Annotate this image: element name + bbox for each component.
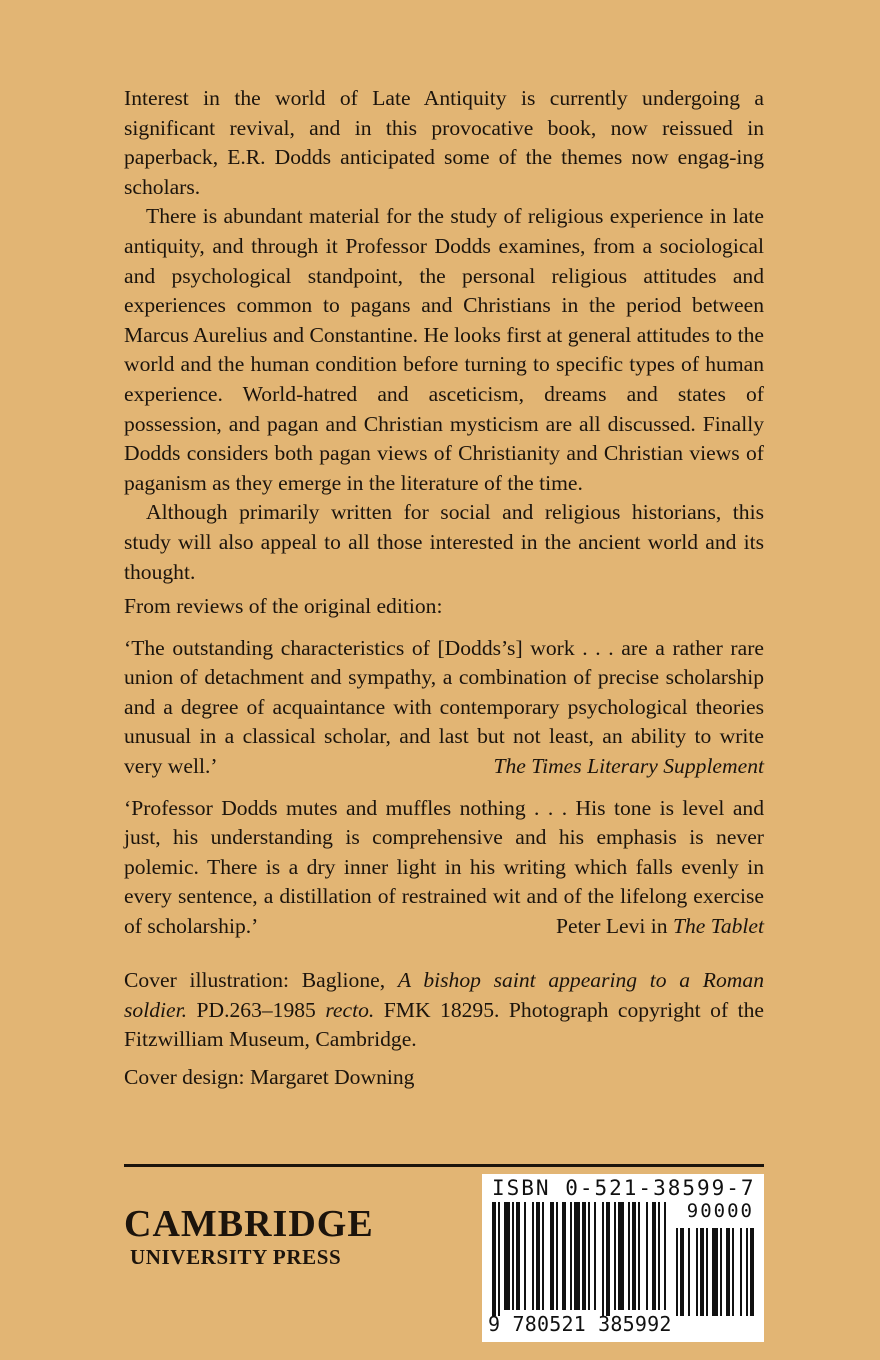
barcode-addon-bar [712, 1228, 718, 1316]
barcode-bar [646, 1202, 648, 1310]
barcode-bar [606, 1202, 610, 1316]
barcode-bar [632, 1202, 636, 1310]
barcode-bar [556, 1202, 558, 1310]
barcode-addon-bar [688, 1228, 690, 1316]
barcode-bar [536, 1202, 540, 1310]
ean-digits: 9 780521 385992 [488, 1312, 672, 1336]
barcode-bar [570, 1202, 572, 1310]
description-paragraph-3: Although primarily written for social and religious historians, this study will also appeal to all those interested in the ancient world and its thought. [124, 500, 764, 584]
barcode-bar [512, 1202, 514, 1310]
barcode-addon-bar [706, 1228, 708, 1316]
review-source: The Tablet [673, 913, 764, 938]
price-code: 90000 [686, 1200, 754, 1222]
barcode-bar [638, 1202, 640, 1310]
review-source: The Times Literary Supplement [493, 753, 764, 778]
barcode-bar [532, 1202, 534, 1310]
reviews-heading: From reviews of the original edition: [124, 594, 443, 618]
review-author: Peter Levi in [556, 913, 668, 938]
barcode-addon-bar [750, 1228, 754, 1316]
barcode-bar [574, 1202, 580, 1310]
barcode-addon-bar [680, 1228, 684, 1316]
isbn-barcode [482, 1174, 764, 1342]
barcode-bar [542, 1202, 544, 1310]
cover-credits [124, 966, 764, 1100]
barcode-bar [652, 1202, 656, 1310]
publisher-name: CAMBRIDGE [124, 1203, 374, 1245]
description-paragraph-2: There is abundant material for the study of religious experience in late antiquity, and through it Professor Dodds examines, from a sociological and psychological standpoint, the personal religious attitudes and experiences common to pagans and Christians in the period between Marcus Aurelius and Constantine. He looks first at general attitudes to the world and the human condition before turning to specific types of human experience. World-hatred and asceticism, dreams and states of possession, and pagan and Christian mysticism are all discussed. Finally Dodds considers both pagan views of Christianity and Christian views of paganism as they emerge in the literature of the time. [124, 204, 764, 495]
artwork-title: A bishop saint appearing to a Roman soldier. [124, 968, 764, 1022]
reviews-section [124, 592, 764, 954]
barcode-bar [594, 1202, 596, 1310]
barcode-addon-bar [732, 1228, 734, 1316]
barcode-bar [588, 1202, 590, 1310]
barcode-bar [628, 1202, 630, 1310]
cover-illustration-credit [124, 966, 764, 1055]
barcode-bar [614, 1202, 616, 1310]
publisher-logo [124, 1204, 374, 1270]
publisher-subname: UNIVERSITY PRESS [130, 1245, 342, 1269]
barcode-bar [602, 1202, 604, 1316]
barcode-bar [504, 1202, 510, 1310]
review-text: ‘Professor Dodds mutes and muffles nothing . . . His tone is level and just, his understanding is comprehensive and his emphasis is never polemic. There is a dry inner light in his writing which falls evenly in every sentence, a distillation of restrained wit and of the lifelong exercise of scholarship.’ [124, 795, 764, 938]
barcode-addon-bar [676, 1228, 678, 1316]
review-quote-tablet [124, 794, 764, 942]
barcode-bar [618, 1202, 624, 1310]
artwork-reference: PD.263–1985 [196, 997, 316, 1022]
artwork-recto: recto. [325, 997, 375, 1022]
barcode-addon-bar [696, 1228, 698, 1316]
review-text: ‘The outstanding characteristics of [Dodds’s] work . . . are a rather rare union of detachment and sympathy, a combination of precise scholarship and a degree of acquaintance with contemporary psychological theories unusual in a classical scholar, and last but not least, an ability to write very well.’ [124, 635, 764, 778]
review-attribution [556, 912, 764, 942]
barcode-addon-bar [720, 1228, 722, 1316]
credit-suffix: FMK 18295. Photograph copyright of the Fitzwilliam Museum, Cambridge. [124, 997, 764, 1052]
review-quote-tls [124, 634, 764, 782]
divider-rule [124, 1164, 764, 1167]
review-attribution [493, 752, 764, 782]
barcode-bar [664, 1202, 666, 1310]
barcode-bar [582, 1202, 586, 1310]
credit-prefix: Cover illustration: Baglione, [124, 968, 386, 992]
barcode-bar [492, 1202, 496, 1316]
barcode-bar [524, 1202, 526, 1310]
barcode-bar [562, 1202, 566, 1310]
cover-design-credit: Cover design: Margaret Downing [124, 1064, 415, 1089]
barcode-addon-bar [746, 1228, 748, 1316]
barcode-bar [550, 1202, 554, 1310]
barcode-addon-bar [740, 1228, 742, 1316]
isbn-label: ISBN 0-521-38599-7 [492, 1176, 756, 1200]
description-paragraph-1: Interest in the world of Late Antiquity is currently undergoing a significant revival, and in this provocative book, now reissued in paperback, E.R. Dodds anticipated some of the themes now engag-ing scholars. [124, 86, 764, 199]
barcode-addon-bar [700, 1228, 704, 1316]
barcode-bar [498, 1202, 500, 1316]
barcode-addon-bar [726, 1228, 730, 1316]
book-description [124, 84, 764, 587]
barcode-bar [658, 1202, 660, 1310]
barcode-bar [516, 1202, 520, 1310]
